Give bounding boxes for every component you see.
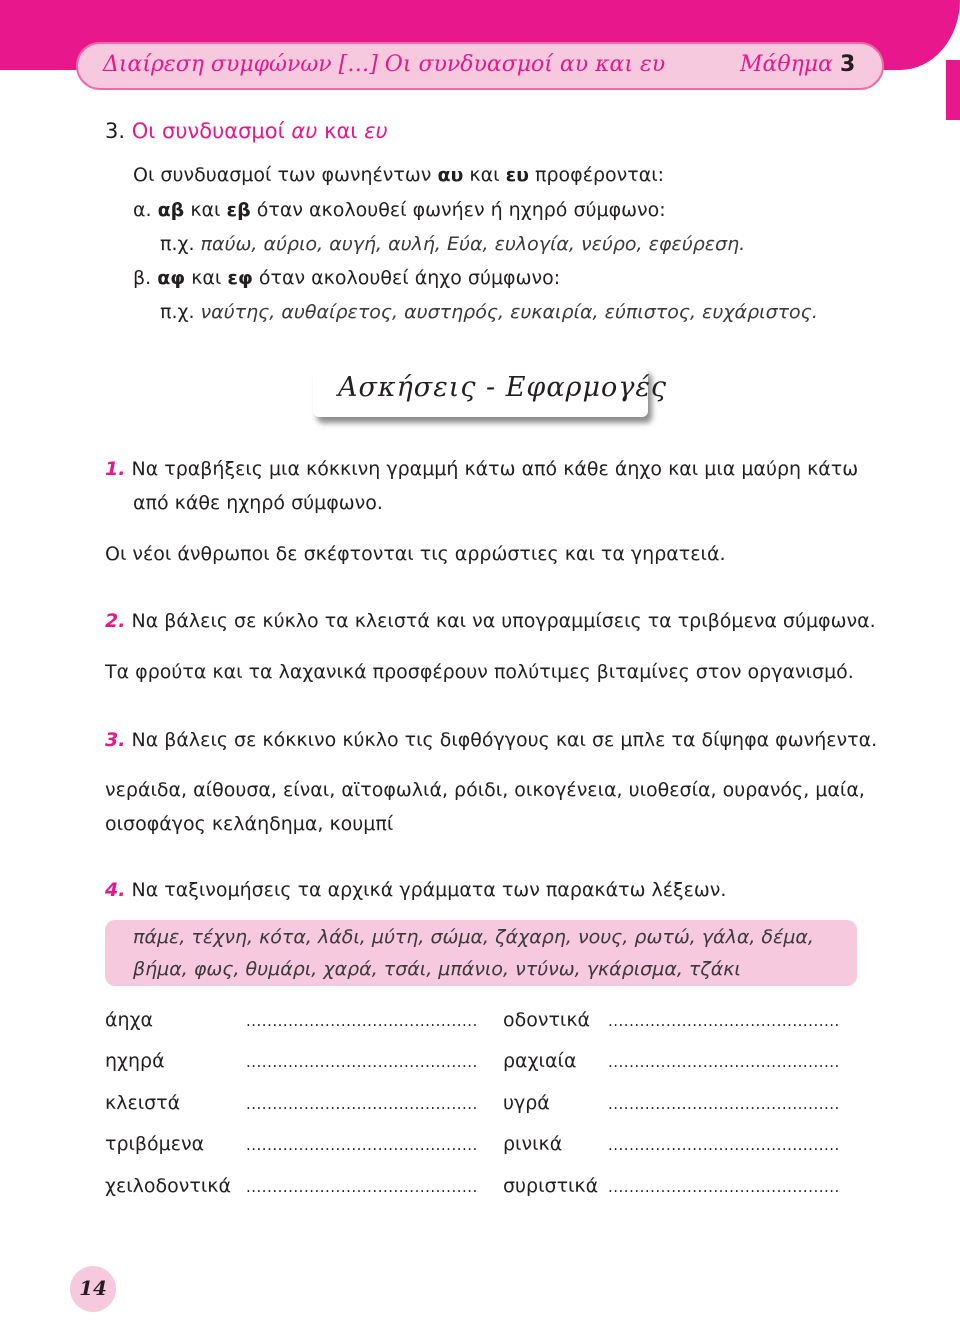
ex2-number: 2. bbox=[105, 610, 126, 632]
answer-blank[interactable]: ............................................ bbox=[608, 1178, 840, 1196]
category-label: χειλοδοντικά bbox=[105, 1175, 231, 1197]
category-label: ηχηρά bbox=[105, 1050, 165, 1072]
theory-intro-post: προφέρονται: bbox=[535, 164, 665, 186]
ex1-instruction-line2: από κάθε ηχηρό σύμφωνο. bbox=[133, 492, 383, 514]
ex2-sentence: Τα φρούτα και τα λαχανικά προσφέρουν πολύτιμες βιταμίνες στον οργανισμό. bbox=[105, 661, 854, 683]
category-label: άηχα bbox=[105, 1009, 154, 1031]
theory-a-eg: παύω, αύριο, αυγή, αυλή, Εύα, ευλογία, νεύρο, εφεύρεση. bbox=[200, 233, 746, 255]
answer-blank[interactable]: ............................................ bbox=[246, 1095, 478, 1113]
theory-b-eg: ναύτης, αυθαίρετος, αυστηρός, ευκαιρία, εύπιστος, ευχάριστος. bbox=[200, 301, 818, 323]
section-title-mid: και bbox=[324, 119, 358, 143]
page-edge-tab bbox=[946, 60, 960, 120]
theory-a-example bbox=[160, 233, 745, 255]
theory-b-example bbox=[160, 301, 818, 323]
theory-intro-eu: ευ bbox=[505, 164, 529, 186]
theory-b-label: β. bbox=[133, 267, 152, 289]
section-title bbox=[105, 119, 388, 143]
category-label: ρινικά bbox=[503, 1133, 563, 1155]
ex4-instruction-text: Να ταξινομήσεις τα αρχικά γράμματα των παρακάτω λέξεων. bbox=[131, 879, 727, 901]
ex3-number: 3. bbox=[105, 729, 126, 751]
chapter-title: Διαίρεση συμφώνων […] Οι συνδυασμοί αυ και ευ bbox=[103, 52, 666, 77]
theory-a bbox=[133, 199, 666, 221]
section-title-eu: ευ bbox=[364, 119, 388, 143]
answer-blank[interactable]: ............................................ bbox=[608, 1136, 840, 1154]
section-title-au: αυ bbox=[291, 119, 318, 143]
ex3-words-line1: νεράιδα, αίθουσα, είναι, αϊτοφωλιά, ρόιδι, οικογένεια, υιοθεσία, ουρανός, μαία, bbox=[105, 779, 865, 801]
theory-b-mid: και bbox=[191, 267, 222, 289]
theory-a-label: α. bbox=[133, 199, 152, 221]
theory-a-av: αβ bbox=[157, 199, 185, 221]
answer-blank[interactable]: ............................................ bbox=[608, 1053, 840, 1071]
answer-blank[interactable]: ............................................ bbox=[608, 1095, 840, 1113]
answer-blank[interactable]: ............................................ bbox=[246, 1136, 478, 1154]
theory-a-ev: εβ bbox=[226, 199, 251, 221]
answer-blank[interactable]: ............................................ bbox=[246, 1178, 478, 1196]
theory-a-post: όταν ακολουθεί φωνήεν ή ηχηρό σύμφωνο: bbox=[256, 199, 666, 221]
exercises-title: Ασκήσεις - Εφαρμογές bbox=[338, 372, 667, 403]
ex3-instruction-text: Να βάλεις σε κόκκινο κύκλο τις διφθόγγους και σε μπλε τα δίψηφα φωνήεντα. bbox=[131, 729, 878, 751]
theory-b-eg-label: π.χ. bbox=[160, 301, 195, 323]
theory-b-ef: εφ bbox=[227, 267, 253, 289]
category-label: συριστικά bbox=[503, 1175, 599, 1197]
answer-blank[interactable]: ............................................ bbox=[246, 1012, 478, 1030]
ex4-words-line1: πάμε, τέχνη, κότα, λάδι, μύτη, σώμα, ζάχαρη, νους, ρωτώ, γάλα, δέμα, bbox=[133, 926, 814, 948]
ex4-number: 4. bbox=[105, 879, 126, 901]
theory-intro-au: αυ bbox=[437, 164, 464, 186]
theory-b bbox=[133, 267, 560, 289]
category-label: κλειστά bbox=[105, 1092, 181, 1114]
ex2-instruction-text: Να βάλεις σε κύκλο τα κλειστά και να υπογραμμίσεις τα τριβόμενα σύμφωνα. bbox=[131, 610, 876, 632]
theory-intro bbox=[133, 164, 664, 186]
category-label: οδοντικά bbox=[503, 1009, 591, 1031]
page-number: 14 bbox=[79, 1276, 107, 1300]
category-label: τριβόμενα bbox=[105, 1133, 205, 1155]
theory-intro-mid: και bbox=[469, 164, 500, 186]
category-label: υγρά bbox=[503, 1092, 550, 1114]
ex1-instruction-line1: Να τραβήξεις μια κόκκινη γραμμή κάτω από κάθε άηχο και μια μαύρη κάτω bbox=[131, 458, 859, 480]
ex3-instruction bbox=[105, 729, 877, 751]
ex3-words-line2: οισοφάγος κελάηδημα, κουμπί bbox=[105, 813, 394, 835]
ex1-number: 1. bbox=[105, 458, 126, 480]
answer-blank[interactable]: ............................................ bbox=[608, 1012, 840, 1030]
theory-intro-pre: Οι συνδυασμοί των φωνηέντων bbox=[133, 164, 432, 186]
category-label: ραχιαία bbox=[503, 1050, 577, 1072]
lesson-label-text: Μάθημα bbox=[740, 52, 833, 77]
theory-a-mid: και bbox=[190, 199, 221, 221]
lesson-number: 3 bbox=[839, 52, 856, 77]
theory-b-af: αφ bbox=[157, 267, 186, 289]
ex1-instruction bbox=[105, 458, 858, 480]
section-title-pre: Οι συνδυασμοί bbox=[131, 119, 285, 143]
ex4-words-line2: βήμα, φως, θυμάρι, χαρά, τσάι, μπάνιο, ντύνω, γκάρισμα, τζάκι bbox=[133, 958, 741, 980]
theory-a-eg-label: π.χ. bbox=[160, 233, 195, 255]
theory-b-post: όταν ακολουθεί άηχο σύμφωνο: bbox=[258, 267, 561, 289]
ex4-instruction bbox=[105, 879, 726, 901]
ex2-instruction bbox=[105, 610, 876, 632]
section-number: 3. bbox=[105, 119, 126, 143]
ex1-sentence: Οι νέοι άνθρωποι δε σκέφτονται τις αρρώστιες και τα γηρατειά. bbox=[105, 543, 726, 565]
answer-blank[interactable]: ............................................ bbox=[246, 1053, 478, 1071]
lesson-label bbox=[740, 52, 855, 77]
